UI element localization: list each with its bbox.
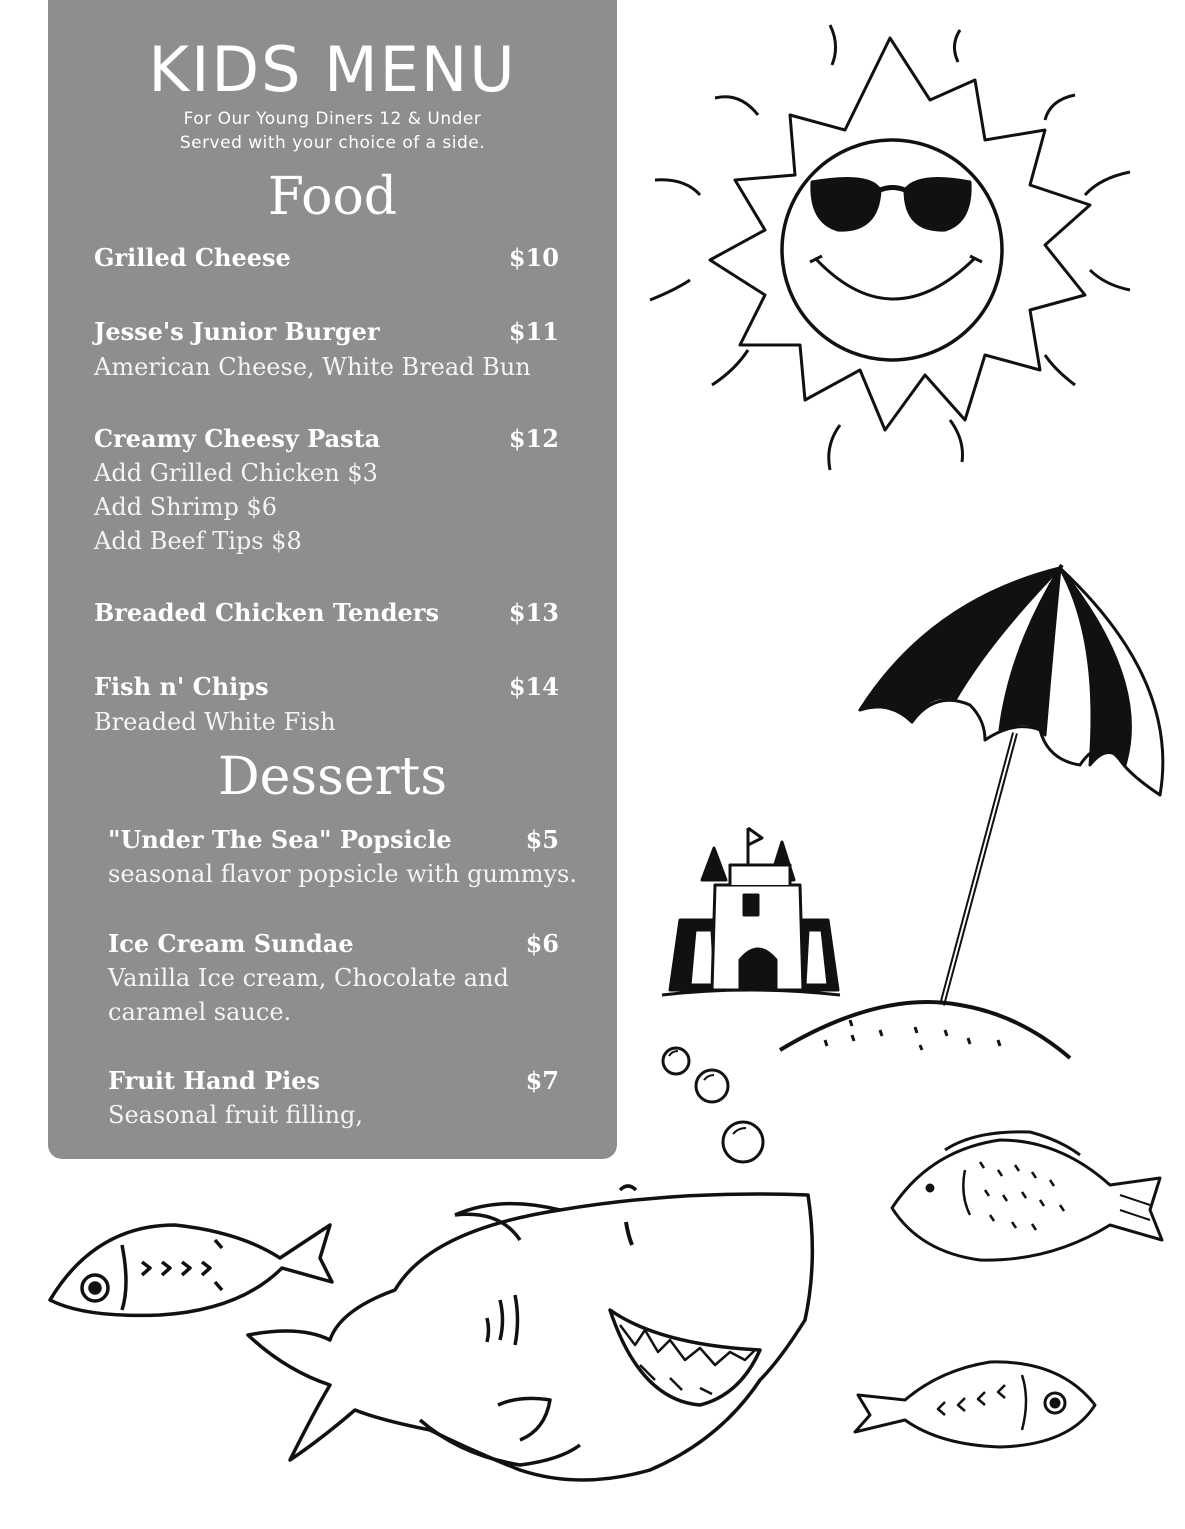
dessert-item-name: "Under The Sea" Popsicle	[108, 825, 452, 854]
menu-subtitle-side: Served with your choice of a side.	[179, 133, 486, 153]
food-item-price: $14	[508, 672, 559, 701]
menu-title: KIDS MENU	[148, 33, 517, 106]
food-item-price: $11	[508, 317, 559, 346]
food-item-description: Add Grilled Chicken $3	[94, 459, 378, 487]
dessert-item-description: caramel sauce.	[108, 998, 292, 1026]
food-item-name: Breaded Chicken Tenders	[94, 598, 439, 627]
fish-icon	[50, 1225, 332, 1315]
beach-umbrella-icon	[860, 565, 1163, 1005]
dessert-item-description: seasonal flavor popsicle with gummys.	[108, 860, 577, 888]
food-item-name: Creamy Cheesy Pasta	[94, 424, 381, 453]
food-item-description: Add Beef Tips $8	[94, 527, 302, 555]
food-item-description: Breaded White Fish	[94, 708, 336, 736]
menu-subtitle-age: For Our Young Diners 12 & Under	[183, 109, 482, 129]
food-item-price: $12	[508, 424, 559, 453]
desserts-section-heading: Desserts	[217, 747, 448, 807]
dessert-item-price: $5	[525, 825, 559, 854]
food-item-name: Fish n' Chips	[94, 672, 269, 701]
dessert-item-price: $6	[525, 929, 559, 958]
sand-mound-icon	[780, 1002, 1070, 1058]
fish-icon	[855, 1362, 1095, 1447]
shark-icon	[248, 1186, 812, 1480]
food-item-price: $13	[508, 598, 559, 627]
food-item-name: Jesse's Junior Burger	[94, 317, 380, 346]
food-section-heading: Food	[267, 167, 398, 227]
fish-icon	[892, 1132, 1162, 1260]
sandcastle-icon	[662, 828, 840, 995]
dessert-item-name: Fruit Hand Pies	[108, 1066, 321, 1095]
sun-with-sunglasses-icon	[650, 25, 1130, 470]
food-item-description: Add Shrimp $6	[94, 493, 278, 521]
dessert-item-description: Vanilla Ice cream, Chocolate and	[108, 964, 509, 992]
dessert-item-name: Ice Cream Sundae	[108, 929, 354, 958]
bubbles-icon	[663, 1048, 763, 1162]
dessert-item-description: Seasonal fruit filling,	[108, 1101, 364, 1129]
food-item-name: Grilled Cheese	[94, 243, 291, 272]
dessert-item-price: $7	[525, 1066, 559, 1095]
food-item-price: $10	[508, 243, 559, 272]
food-item-description: American Cheese, White Bread Bun	[94, 353, 531, 381]
